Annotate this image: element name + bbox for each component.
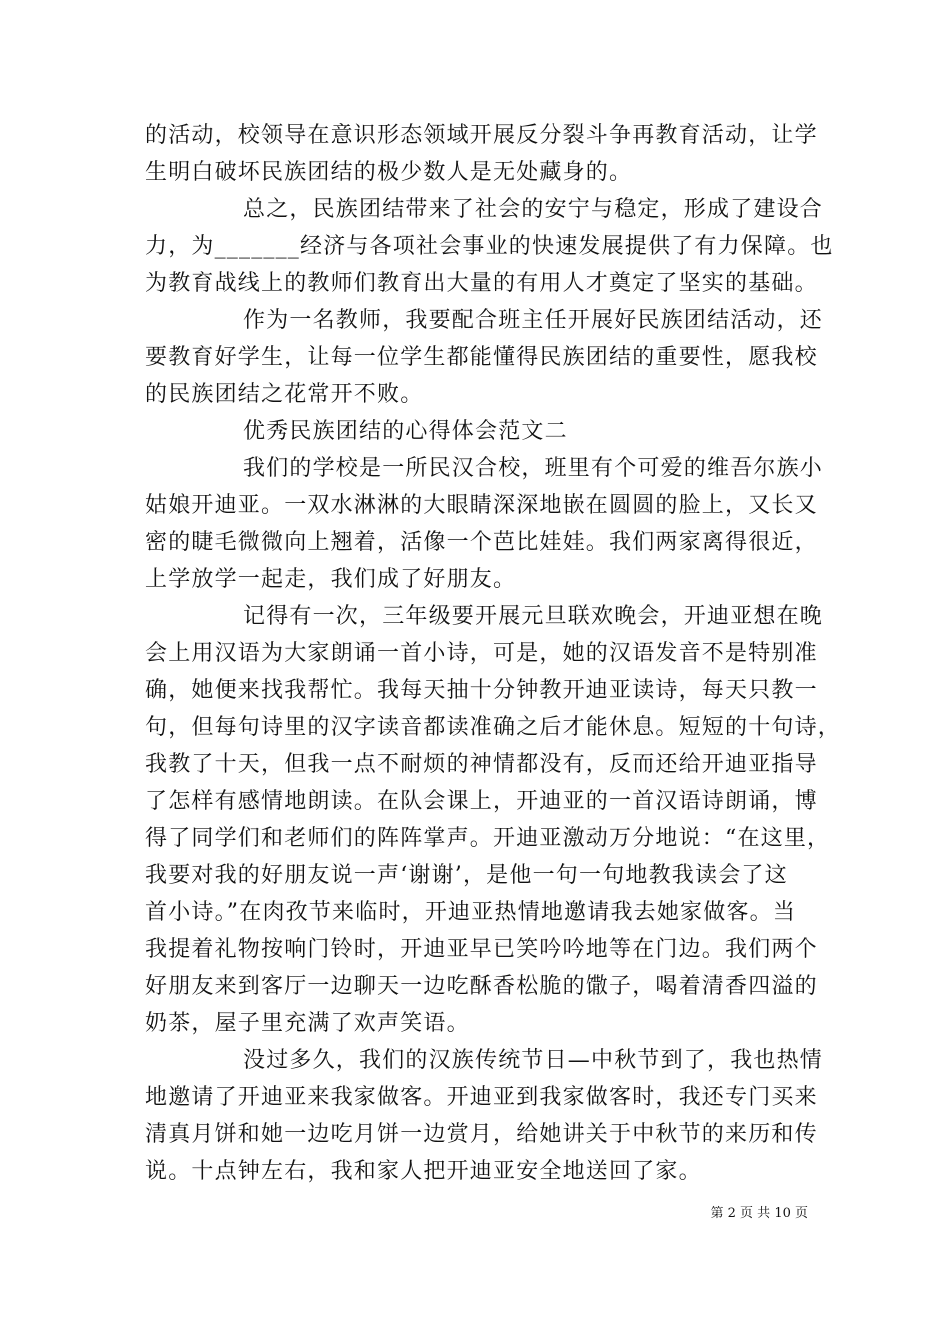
text-line: 我们的学校是一所民汉合校，班里有个可爱的维吾尔族小 <box>243 456 824 481</box>
text-line: 作为一名教师，我要配合班主任开展好民族团结活动，还 <box>243 308 824 333</box>
text-line: 记得有一次，三年级要开展元旦联欢晚会，开迪亚想在晚 <box>243 604 824 629</box>
text-line: 清真月饼和她一边吃月饼一边赏月，给她讲关于中秋节的来历和传 <box>145 1122 818 1147</box>
text-line: 好朋友来到客厅一边聊天一边吃酥香松脆的馓子，喝着清香四溢的 <box>145 974 818 999</box>
text-line: 确，她便来找我帮忙。我每天抽十分钟教开迪亚读诗，每天只教一 <box>145 678 818 703</box>
page-number-footer: 第 2 页 共 10 页 <box>710 1206 808 1221</box>
text-line: 上学放学一起走，我们成了好朋友。 <box>145 567 517 592</box>
text-line: 我教了十天，但我一点不耐烦的神情都没有，反而还给开迪亚指导 <box>145 752 818 777</box>
text-line: 总之，民族团结带来了社会的安宁与稳定，形成了建设合 <box>243 197 824 222</box>
text-line: 优秀民族团结的心得体会范文二 <box>243 419 568 444</box>
text-line: 我要对我的好朋友说一声‘谢谢’，是他一句一句地教我读会了这 <box>145 863 788 888</box>
text-line: 说。十点钟左右，我和家人把开迪亚安全地送回了家。 <box>145 1159 702 1184</box>
text-line: 密的睫毛微微向上翘着，活像一个芭比娃娃。我们两家离得很近， <box>145 530 818 555</box>
text-line: 要教育好学生，让每一位学生都能懂得民族团结的重要性，愿我校 <box>145 345 818 370</box>
text-line: 句，但每句诗里的汉字读音都读准确之后才能休息。短短的十句诗， <box>145 715 842 740</box>
text-line: 姑娘开迪亚。一双水淋淋的大眼睛深深地嵌在圆圆的脸上，又长又 <box>145 493 818 518</box>
text-line: 奶茶，屋子里充满了欢声笑语。 <box>145 1011 470 1036</box>
text-line: 力，为_______经济与各项社会事业的快速发展提供了有力保障。也 <box>145 234 834 259</box>
text-line: 我提着礼物按响门铃时，开迪亚早已笑吟吟地等在门边。我们两个 <box>145 937 818 962</box>
text-line: 的民族团结之花常开不败。 <box>145 382 424 407</box>
text-line: 得了同学们和老师们的阵阵掌声。开迪亚激动万分地说：“在这里， <box>145 826 831 851</box>
text-line: 地邀请了开迪亚来我家做客。开迪亚到我家做客时，我还专门买来 <box>145 1085 818 1110</box>
text-line: 的活动，校领导在意识形态领域开展反分裂斗争再教育活动，让学 <box>145 123 818 148</box>
text-line: 没过多久，我们的汉族传统节日—中秋节到了，我也热情 <box>243 1048 824 1073</box>
text-line: 生明白破坏民族团结的极少数人是无处藏身的。 <box>145 160 633 185</box>
text-line: 会上用汉语为大家朗诵一首小诗，可是，她的汉语发音不是特别准 <box>145 641 818 666</box>
text-line: 为教育战线上的教师们教育出大量的有用人才奠定了坚实的基础。 <box>145 271 818 296</box>
text-line: 了怎样有感情地朗读。在队会课上，开迪亚的一首汉语诗朗诵，博 <box>145 789 818 814</box>
text-line: 首小诗。”在肉孜节来临时，开迪亚热情地邀请我去她家做客。当 <box>145 900 797 925</box>
document-body <box>145 117 842 1190</box>
